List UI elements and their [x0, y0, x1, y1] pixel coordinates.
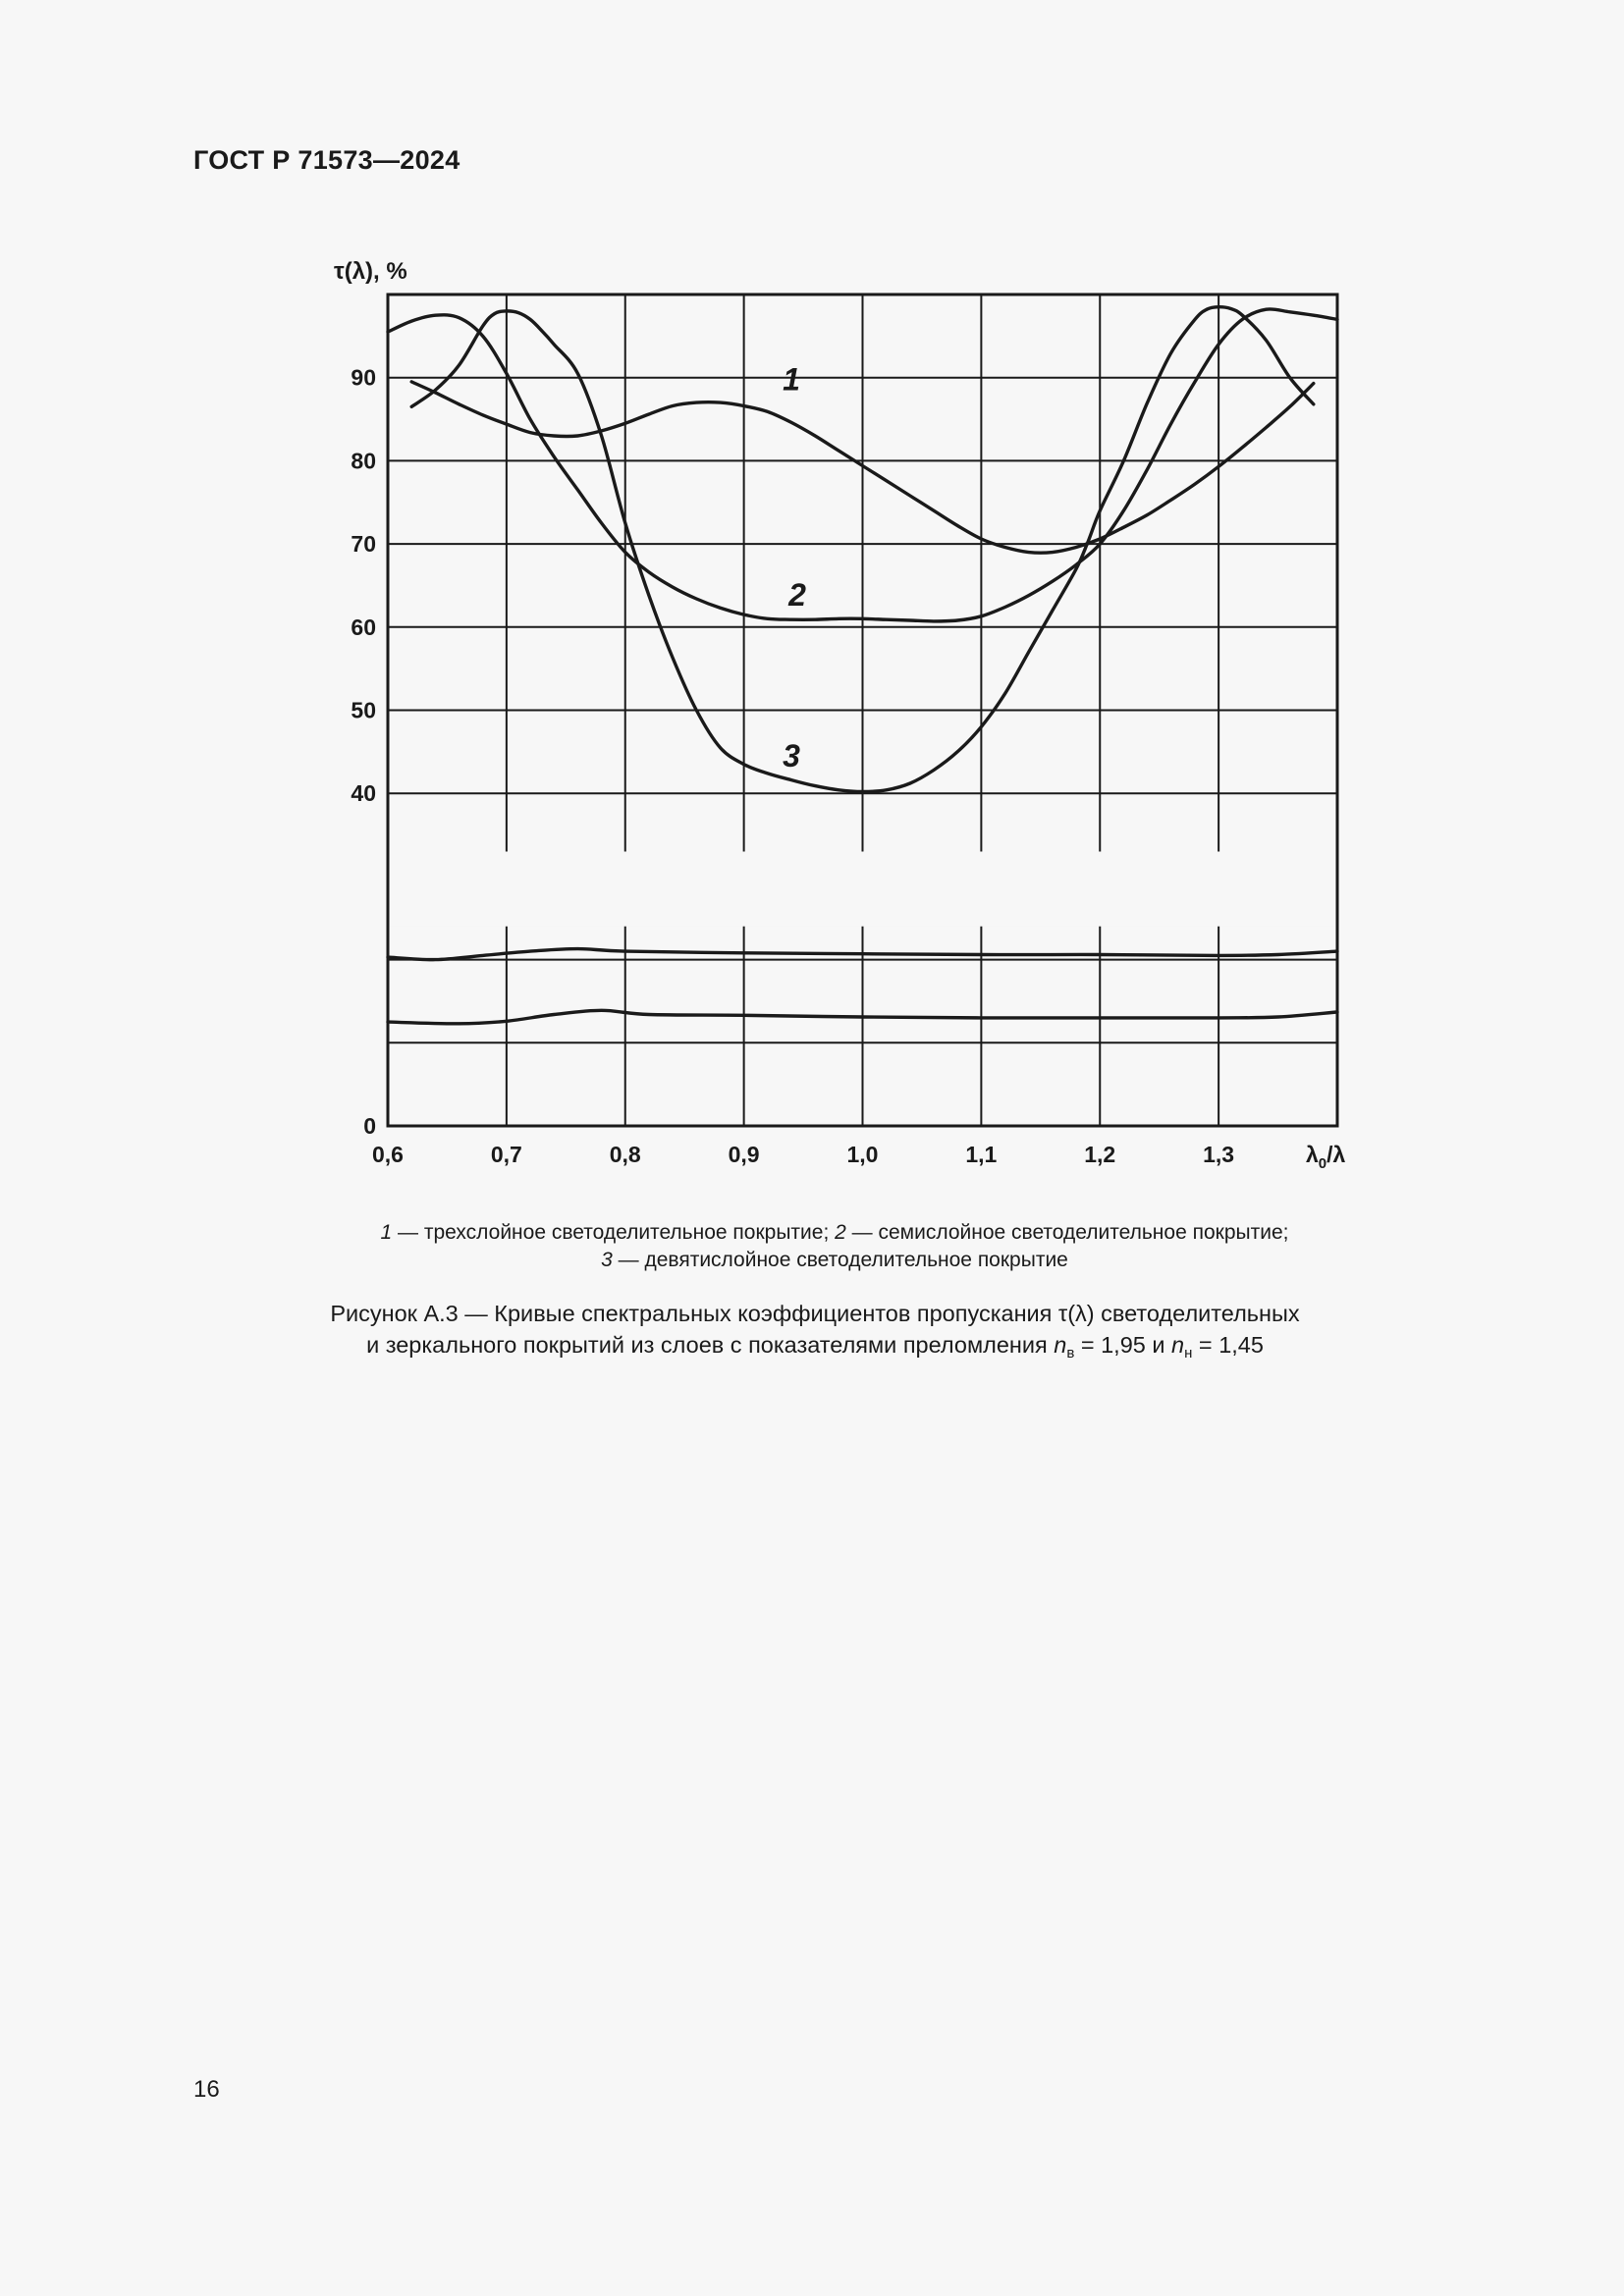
x-tick-label: 1,1 [965, 1142, 998, 1167]
chart-labels [334, 258, 1346, 1172]
caption-end-text: = 1,45 [1192, 1332, 1264, 1358]
y-axis-break [386, 851, 1339, 926]
x-tick-label: 0,6 [372, 1142, 404, 1167]
y-tick-label: 70 [351, 531, 376, 558]
legend-number-2: 2 [835, 1221, 846, 1244]
x-axis-label [1306, 1142, 1346, 1172]
caption-subscript-low: н [1184, 1345, 1193, 1362]
legend-number-1: 1 [380, 1221, 393, 1244]
y-tick-label: 50 [351, 697, 376, 723]
caption-mid-text: = 1,95 и [1074, 1332, 1172, 1358]
x-tick-label: 1,2 [1084, 1142, 1116, 1167]
caption-line-2-text: и зеркального покрытий из слоев с показателями преломления [366, 1332, 1055, 1358]
x-tick-label: 0,7 [490, 1142, 522, 1167]
caption-n-high: n [1054, 1332, 1067, 1358]
figure-caption [226, 1298, 1404, 1361]
x-tick-label: 0,8 [609, 1142, 641, 1167]
legend-text-1: — трехслойное светоделительное покрытие; [392, 1221, 836, 1244]
legend-line-2 [295, 1247, 1375, 1274]
x-tick-label: 1,3 [1203, 1142, 1235, 1167]
x-tick-label: 0,9 [728, 1142, 760, 1167]
y-tick-label: 90 [351, 364, 376, 391]
x-axis-label-main: λ [1306, 1142, 1319, 1167]
document-id-header: ГОСТ Р 71573—2024 [193, 145, 460, 175]
y-tick-label: 40 [351, 780, 376, 807]
caption-n-low: n [1171, 1332, 1185, 1358]
x-axis-label-tail: /λ [1326, 1142, 1346, 1167]
caption-subscript-high: в [1066, 1345, 1075, 1362]
y-tick-label: 60 [351, 614, 376, 640]
chart-legend [295, 1219, 1375, 1274]
page-number: 16 [193, 2076, 220, 2103]
legend-number-3: 3 [601, 1249, 613, 1271]
y-tick-label: 80 [351, 448, 376, 474]
x-axis-label-subscript: 0 [1318, 1155, 1327, 1172]
legend-text-3: — девятислойное светоделительное покрытие [612, 1249, 1068, 1271]
y-tick-label: 0 [363, 1113, 376, 1139]
legend-text-2: — семислойное светоделительное покрытие; [845, 1221, 1289, 1244]
series-label-3: 3 [783, 738, 800, 774]
series-label-1: 1 [783, 361, 800, 398]
axis-break-gap [386, 851, 1339, 926]
series-label-2: 2 [788, 576, 806, 613]
y-axis-label: τ(λ), % [334, 258, 407, 285]
caption-line-2 [226, 1329, 1404, 1361]
x-tick-label: 1,0 [846, 1142, 879, 1167]
legend-line-1 [295, 1219, 1375, 1247]
caption-line-1: Рисунок А.3 — Кривые спектральных коэффициентов пропускания τ(λ) светоделительных [330, 1301, 1300, 1326]
